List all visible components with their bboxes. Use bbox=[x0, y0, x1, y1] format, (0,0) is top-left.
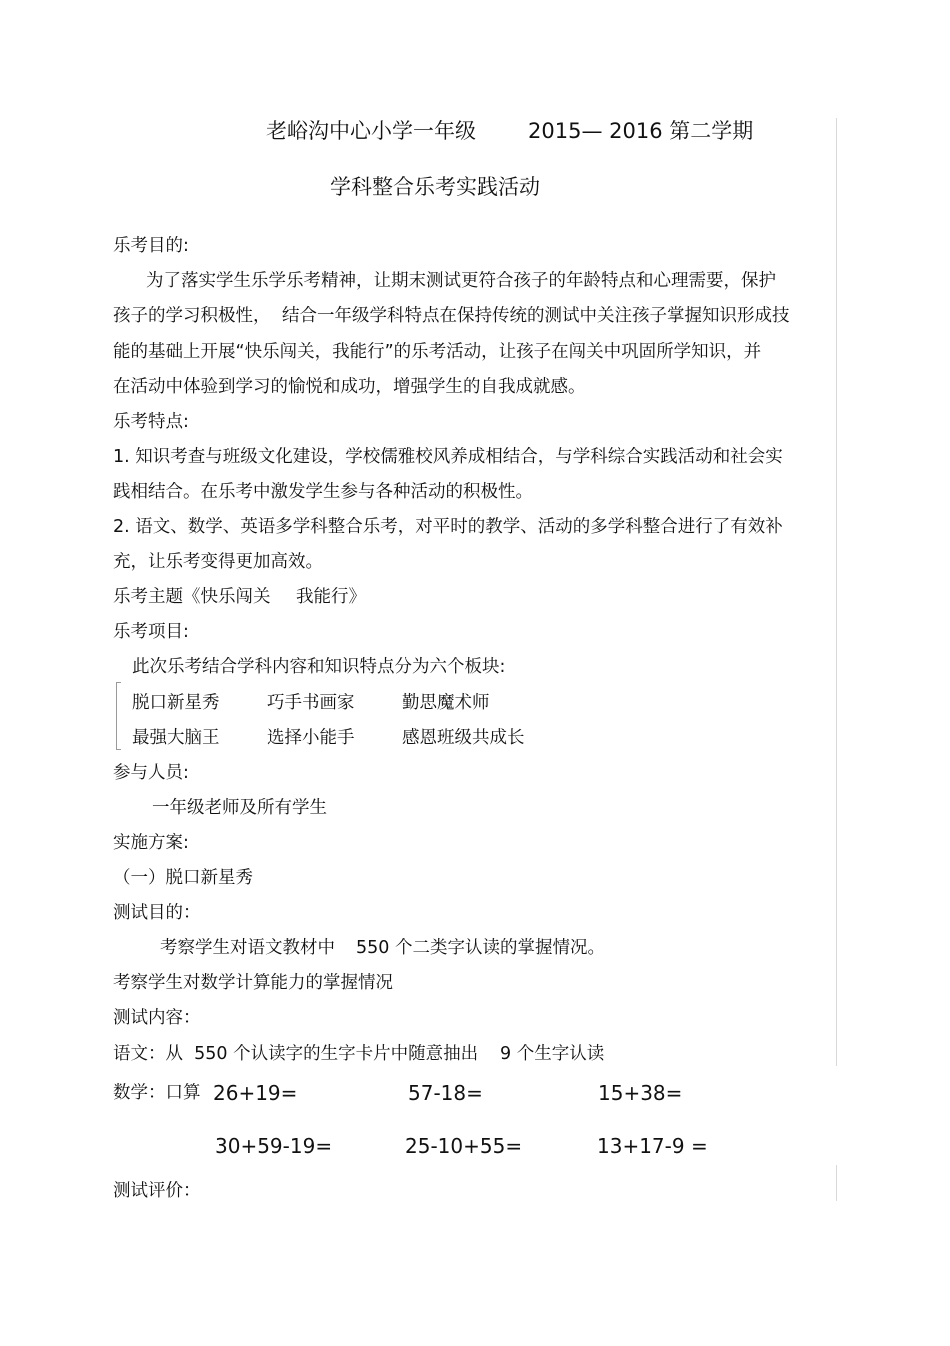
features-line-4: 充，让乐考变得更加高效。 bbox=[113, 552, 323, 572]
plan-section-1: （一）脱口新星秀 bbox=[113, 868, 253, 888]
math-problem-6: 13+17-9 = bbox=[597, 1134, 708, 1158]
goal-heading: 测试目的： bbox=[113, 903, 201, 923]
eval-heading: 测试评价： bbox=[113, 1181, 201, 1201]
margin-rule-bottom bbox=[836, 1165, 837, 1201]
math-problem-4: 30+59-19= bbox=[215, 1134, 333, 1158]
item-5: 选择小能手 bbox=[267, 728, 355, 748]
goal-line-1b: 550 个二类字认读的掌握情况。 bbox=[356, 938, 605, 958]
title-line1-school: 老峪沟中心小学一年级 bbox=[266, 119, 476, 143]
title-line2: 学科整合乐考实践活动 bbox=[330, 175, 540, 199]
item-4: 最强大脑王 bbox=[132, 728, 220, 748]
theme-label: 乐考主题《快乐闯关 bbox=[113, 587, 271, 607]
purpose-line-3: 能的基础上开展“快乐闯关，我能行”的乐考活动，让孩子在闯关中巩固所学知识，并 bbox=[113, 342, 762, 362]
items-bracket bbox=[116, 682, 121, 750]
features-heading: 乐考特点: bbox=[113, 412, 189, 432]
plan-heading: 实施方案: bbox=[113, 833, 189, 853]
goal-line-1a: 考察学生对语文教材中 bbox=[160, 938, 335, 958]
math-problem-5: 25-10+55= bbox=[405, 1134, 523, 1158]
math-problem-3: 15+38= bbox=[598, 1081, 683, 1105]
features-line-3: 2. 语文、数学、英语多学科整合乐考，对平时的教学、活动的多学科整合进行了有效补 bbox=[113, 517, 783, 537]
purpose-heading: 乐考目的: bbox=[113, 236, 189, 256]
participants-value: 一年级老师及所有学生 bbox=[152, 798, 327, 818]
items-intro: 此次乐考结合学科内容和知识特点分为六个板块: bbox=[132, 657, 506, 677]
math-problem-2: 57-18= bbox=[408, 1081, 483, 1105]
chinese-test-a: 语文：从 550 个认读字的生字卡片中随意抽出 bbox=[113, 1044, 479, 1064]
purpose-line-1: 为了落实学生乐学乐考精神，让期末测试更符合孩子的年龄特点和心理需要，保护 bbox=[146, 271, 776, 291]
math-label: 数学：口算 bbox=[113, 1083, 201, 1103]
content-heading: 测试内容： bbox=[113, 1008, 201, 1028]
features-line-2: 践相结合。在乐考中激发学生参与各种活动的积极性。 bbox=[113, 482, 533, 502]
purpose-line-2a: 孩子的学习积极性， bbox=[113, 306, 271, 326]
items-heading: 乐考项目: bbox=[113, 622, 189, 642]
item-3: 勤思魔术师 bbox=[402, 693, 490, 713]
purpose-line-4: 在活动中体验到学习的愉悦和成功，增强学生的自我成就感。 bbox=[113, 377, 586, 397]
math-problem-1: 26+19= bbox=[213, 1081, 298, 1105]
item-1: 脱口新星秀 bbox=[132, 693, 220, 713]
item-6: 感恩班级共成长 bbox=[402, 728, 525, 748]
margin-rule-top bbox=[836, 118, 837, 1066]
title-line1-term: 2015— 2016 第二学期 bbox=[528, 119, 754, 143]
item-2: 巧手书画家 bbox=[267, 693, 355, 713]
chinese-test-b: 9 个生字认读 bbox=[500, 1044, 605, 1064]
goal-line-2: 考察学生对数学计算能力的掌握情况 bbox=[113, 973, 393, 993]
features-line-1: 1. 知识考查与班级文化建设，学校儒雅校风养成相结合，与学科综合实践活动和社会实 bbox=[113, 447, 783, 467]
theme-value: 我能行》 bbox=[296, 587, 366, 607]
purpose-line-2b: 结合一年级学科特点在保持传统的测试中关注孩子掌握知识形成技 bbox=[282, 306, 790, 326]
participants-heading: 参与人员: bbox=[113, 763, 189, 783]
